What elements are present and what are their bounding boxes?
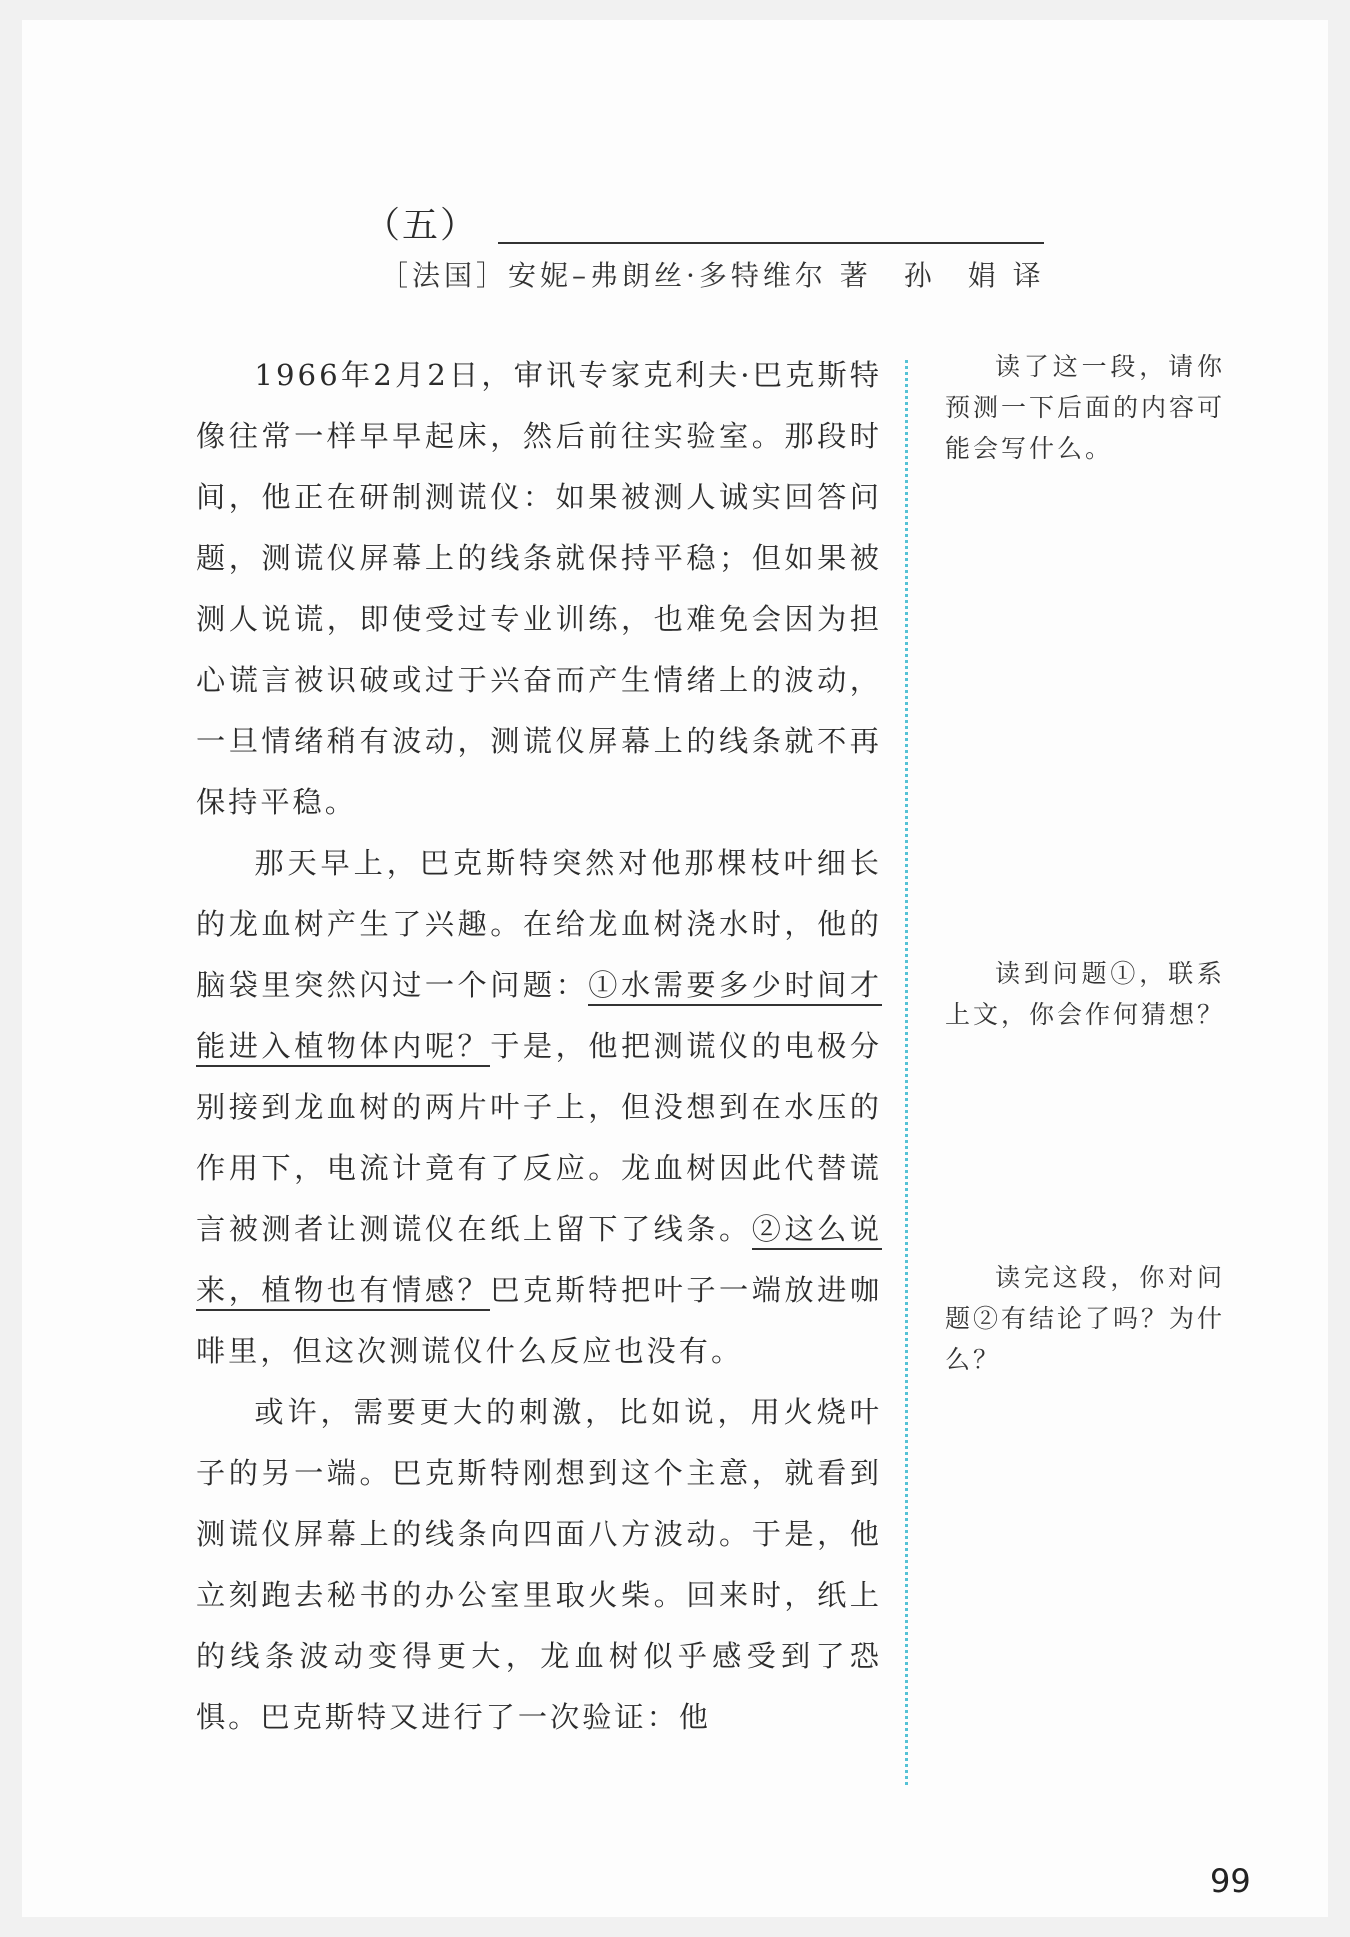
margin-note-1: 读了这一段，请你预测一下后面的内容可能会写什么。 <box>945 352 1226 463</box>
article-body <box>196 345 882 1748</box>
paragraph-3 <box>196 1382 882 1748</box>
paragraph-3-text: 或许，需要更大的刺激，比如说，用火烧叶子的另一端。巴克斯特刚想到这个主意，就看到测谎仪屏幕上的线条向四面八方波动。于是，他立刻跑去秘书的办公室里取火柴。回来时，纸上的线条波动变得更大，龙血树似乎感受到了恐惧。巴克斯特又进行了一次验证：他 <box>196 1395 882 1734</box>
paragraph-2-text-a: 那天早上，巴克斯特突然对他那棵枝叶细长的龙血树产生了兴趣。在给龙血树浇水时，他的脑袋里突然闪过一个问题： <box>196 846 882 1002</box>
page-number: 99 <box>1210 1862 1251 1900</box>
section-heading <box>364 184 1044 244</box>
underlined-question-2: ②这么说来，植物也有情感？ <box>196 1212 882 1311</box>
paragraph-1 <box>196 345 882 833</box>
paragraph-2-text-c: 巴克斯特把叶子一端放进咖啡里，但这次测谎仪什么反应也没有。 <box>196 1273 883 1368</box>
paragraph-1-text: 1966年2月2日，审讯专家克利夫·巴克斯特像往常一样早早起床，然后前往实验室。那段时间，他正在研制测谎仪：如果被测人诚实回答问题，测谎仪屏幕上的线条就保持平稳；但如果被测人说谎，即使受过专业训练，也难免会因为担心谎言被识破或过于兴奋而产生情绪上的波动，一旦情绪稍有波动，测谎仪屏幕上的线条就不再保持平稳。 <box>196 358 882 819</box>
margin-note-2: 读到问题①，联系上文，你会作何猜想？ <box>945 959 1226 1029</box>
author-translator-line: ［法国］安妮–弗朗丝·多特维尔 著 孙 娟 译 <box>380 259 1045 292</box>
title-blank-line <box>498 212 1044 244</box>
paragraph-2 <box>196 833 882 1382</box>
margin-note-3: 读完这段，你对问题②有结论了吗？为什么？ <box>945 1263 1226 1374</box>
section-number: （五） <box>364 205 479 246</box>
paragraph-2-text-b: 于是，他把测谎仪的电极分别接到龙血树的两片叶子上，但没想到在水压的作用下，电流计竟有了反应。龙血树因此代替谎言被测者让测谎仪在纸上留下了线条。 <box>196 1029 883 1246</box>
margin-divider <box>905 360 908 1785</box>
underlined-question-1: ①水需要多少时间才能进入植物体内呢？ <box>196 968 882 1067</box>
